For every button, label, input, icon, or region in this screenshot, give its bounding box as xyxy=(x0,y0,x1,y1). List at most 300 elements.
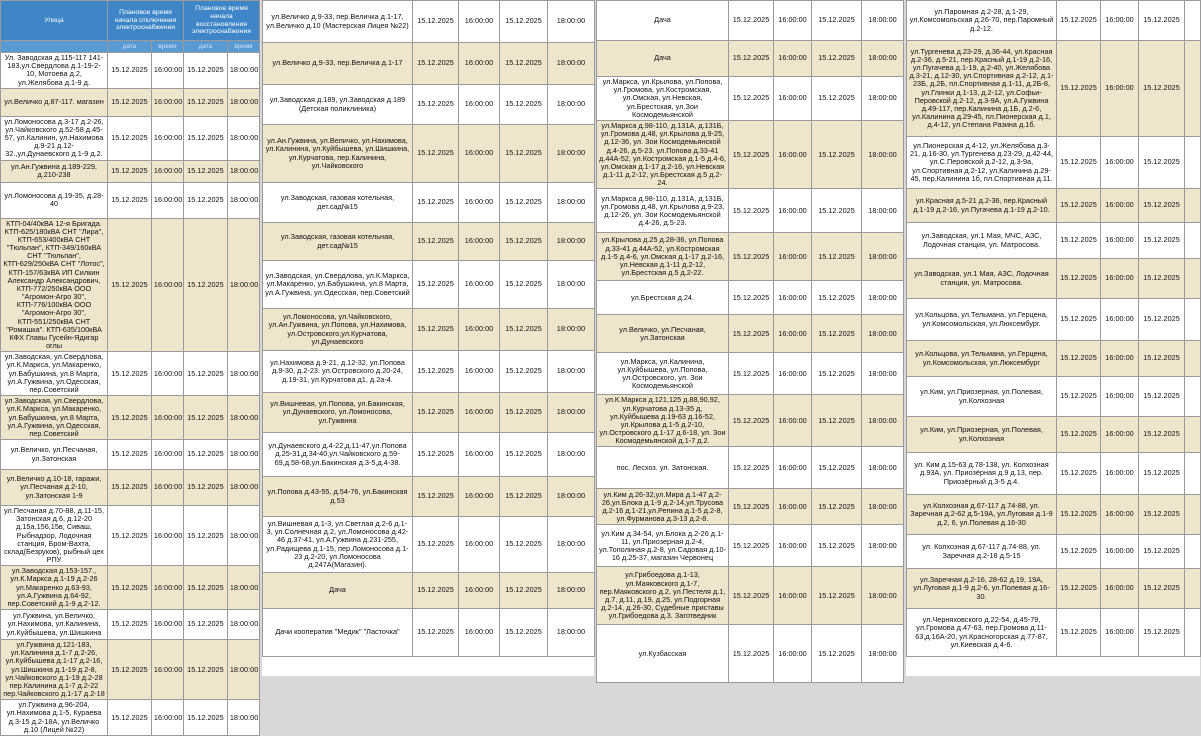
off-time-cell: 16:00:00 xyxy=(459,125,500,183)
off-time-cell: 16:00:00 xyxy=(151,88,183,116)
table-row xyxy=(1,218,260,352)
on-time-cell xyxy=(1185,453,1201,495)
on-date-cell: 15.12.2025 xyxy=(812,121,862,189)
off-date-cell: 15.12.2025 xyxy=(1057,341,1101,377)
off-date-cell: 15.12.2025 xyxy=(1057,569,1101,609)
address-cell: ул.Кузбасская xyxy=(597,625,729,683)
on-date-cell: 15.12.2025 xyxy=(183,700,227,736)
off-time-cell: 16:00:00 xyxy=(774,121,812,189)
on-time-cell xyxy=(1185,259,1201,299)
on-time-cell: 18:00:00 xyxy=(548,183,595,223)
on-date-cell: 15.12.2025 xyxy=(1139,299,1185,341)
off-time-cell: 16:00:00 xyxy=(774,395,812,447)
time-subheader: время xyxy=(151,41,183,53)
off-date-cell: 15.12.2025 xyxy=(1057,259,1101,299)
street-subheader xyxy=(1,41,108,53)
on-time-cell: 18:00:00 xyxy=(548,43,595,85)
on-time-cell: 18:00:00 xyxy=(862,567,904,625)
off-date-cell: 15.12.2025 xyxy=(729,189,774,233)
on-date-cell: 15.12.2025 xyxy=(812,315,862,353)
on-date-cell: 15.12.2025 xyxy=(183,610,227,640)
off-time-cell: 16:00:00 xyxy=(151,352,183,396)
off-time-cell: 16:00:00 xyxy=(151,506,183,566)
table-row xyxy=(907,341,1201,377)
table-row xyxy=(263,517,595,573)
on-date-cell: 15.12.2025 xyxy=(183,440,227,470)
address-cell: ул.Величко д.9-33, пер.Величка д.1-17 xyxy=(263,43,413,85)
on-time-cell: 18:00:00 xyxy=(227,506,259,566)
off-date-cell: 15.12.2025 xyxy=(108,352,152,396)
off-date-cell: 15.12.2025 xyxy=(413,309,459,351)
address-cell: ул.Кольцова, ул.Тельмана, ул.Герцена, ул.Комсомольская, ул.Люксембург xyxy=(907,341,1057,377)
on-date-cell: 15.12.2025 xyxy=(1139,417,1185,453)
on-time-cell: 18:00:00 xyxy=(862,121,904,189)
on-time-cell xyxy=(1185,223,1201,259)
address-cell: ул.Ким, ул.Приозерная, ул.Полевая, ул.Колхозная xyxy=(907,377,1057,417)
on-date-cell: 15.12.2025 xyxy=(812,41,862,77)
address-cell: пос. Лесхоз. ул. Затонская. xyxy=(597,447,729,489)
outage-rows-4 xyxy=(907,1,1201,657)
address-cell: ул.Ан.Гужвина д.189-229, д.210-238 xyxy=(1,160,108,182)
on-date-cell: 15.12.2025 xyxy=(183,506,227,566)
off-date-cell: 15.12.2025 xyxy=(108,566,152,610)
off-time-cell: 16:00:00 xyxy=(1101,137,1139,189)
on-date-cell: 15.12.2025 xyxy=(500,43,548,85)
address-cell: ул.Кольцова, ул.Тельмана, ул.Герцена, ул.Комсомольская, ул.Люксембург. xyxy=(907,299,1057,341)
on-time-cell: 18:00:00 xyxy=(548,477,595,517)
on-time-cell: 18:00:00 xyxy=(862,625,904,683)
off-time-cell: 16:00:00 xyxy=(459,477,500,517)
table-row xyxy=(263,309,595,351)
on-date-cell: 15.12.2025 xyxy=(812,77,862,121)
on-time-cell: 18:00:00 xyxy=(548,517,595,573)
on-date-cell: 15.12.2025 xyxy=(812,525,862,567)
on-date-cell: 15.12.2025 xyxy=(1139,535,1185,569)
table-row xyxy=(597,77,904,121)
off-time-cell: 16:00:00 xyxy=(1101,569,1139,609)
schedule-panel-4 xyxy=(906,0,1200,676)
on-date-cell: 15.12.2025 xyxy=(812,281,862,315)
on-time-cell: 18:00:00 xyxy=(548,573,595,609)
on-time-cell: 18:00:00 xyxy=(227,396,259,440)
table-row xyxy=(1,640,260,700)
schedule-panel-3 xyxy=(596,0,903,676)
on-time-cell: 18:00:00 xyxy=(227,218,259,352)
table-row xyxy=(1,396,260,440)
off-time-header: Плановое время начала отключения электроснабжения xyxy=(108,1,184,41)
on-time-cell xyxy=(1185,535,1201,569)
outage-table-1 xyxy=(0,0,260,736)
address-cell: ул.Заречная д.2-16, 28-62 д.19, 19А, ул.Луговая д.1-9 д.2-6, ул.Полевая д.16-30. xyxy=(907,569,1057,609)
off-date-cell: 15.12.2025 xyxy=(108,53,152,89)
off-date-cell: 15.12.2025 xyxy=(413,517,459,573)
on-date-cell: 15.12.2025 xyxy=(1139,1,1185,41)
off-time-cell: 16:00:00 xyxy=(774,281,812,315)
table-row xyxy=(907,377,1201,417)
off-time-cell: 16:00:00 xyxy=(774,353,812,395)
address-cell: ул.К.Маркса д.121,125 д.88,90,92, ул.Курчатова д.13-35 д, ул.Куйбышева д.19-63 д.16-52, ул.Крылова д.1-5 д.2-10, ул.Островского д.1-17 д.6-18, ул. Зои Космодемьянской д.1-7 д.2. xyxy=(597,395,729,447)
address-cell: ул.Величко д.9-33, пер.Величка д.1-17, ул.Величко д.10 (Мастерская Лицея №22) xyxy=(263,1,413,43)
time-subheader: время xyxy=(227,41,259,53)
table-row xyxy=(907,41,1201,137)
off-time-cell: 16:00:00 xyxy=(1101,299,1139,341)
on-time-cell: 18:00:00 xyxy=(862,447,904,489)
table-row xyxy=(263,393,595,433)
off-time-cell: 16:00:00 xyxy=(151,218,183,352)
off-time-cell: 16:00:00 xyxy=(151,640,183,700)
off-time-cell: 16:00:00 xyxy=(774,77,812,121)
on-time-cell: 18:00:00 xyxy=(548,393,595,433)
on-date-cell: 15.12.2025 xyxy=(812,625,862,683)
table-row xyxy=(1,160,260,182)
schedule-panel-2 xyxy=(262,0,594,676)
off-date-cell: 15.12.2025 xyxy=(1057,377,1101,417)
table-row xyxy=(1,440,260,470)
address-cell: ул.Песчаная д.70-88, д.11-15, Затонская д.6, д.12-20 д.15а,156,15в, Сиваш, Рыбнадзор, Лодочная станция, Бром-Вахта, склад(Безруков), рыбный цех РПУ xyxy=(1,506,108,566)
table-row xyxy=(263,433,595,477)
off-date-cell: 15.12.2025 xyxy=(1057,495,1101,535)
address-cell: ул.Ломоносова д.19-35, д.28-40 xyxy=(1,182,108,218)
address-cell: ул.Ан.Гужвина, ул.Величко, ул.Нахимова, ул.Калинина, ул.Куйбышева, ул.Шишкина, ул.Курчатова, пер.Калинина, ул.Чайковского xyxy=(263,125,413,183)
off-date-cell: 15.12.2025 xyxy=(1057,41,1101,137)
address-cell: ул.Ким, ул.Приозерная, ул.Полевая, ул.Колхозная xyxy=(907,417,1057,453)
table-row xyxy=(907,137,1201,189)
table-row xyxy=(597,625,904,683)
on-date-cell: 15.12.2025 xyxy=(1139,377,1185,417)
address-cell: ул.Нахимова д.9-21, д.12-32, ул.Попова д.9-30, д.2-23. ул.Островского д.20-24, д.19-31, ул.Курчатова д1, д.2а-4. xyxy=(263,351,413,393)
table-row xyxy=(263,85,595,125)
on-date-cell: 15.12.2025 xyxy=(812,447,862,489)
off-time-cell: 16:00:00 xyxy=(151,160,183,182)
on-time-cell: 18:00:00 xyxy=(548,433,595,477)
table-row xyxy=(263,43,595,85)
table-row xyxy=(263,125,595,183)
on-date-cell: 15.12.2025 xyxy=(500,261,548,309)
table-row xyxy=(597,189,904,233)
off-date-cell: 15.12.2025 xyxy=(729,353,774,395)
on-time-cell xyxy=(1185,569,1201,609)
on-time-cell: 18:00:00 xyxy=(227,53,259,89)
off-date-cell: 15.12.2025 xyxy=(1057,417,1101,453)
table-row xyxy=(597,525,904,567)
address-cell: ул.Паромная д.2-28, д.1-29, ул.Комсомольская д.26-70, пер.Паромный д.2-12. xyxy=(907,1,1057,41)
on-date-cell: 15.12.2025 xyxy=(812,233,862,281)
table-row xyxy=(263,1,595,43)
off-date-cell: 15.12.2025 xyxy=(1057,299,1101,341)
table-row xyxy=(263,261,595,309)
address-cell: ул. Ким д.15-63 д.78-138, ул. Колхозная д.93А, ул. Приозёрная д.9 д.13, пер. Приозёрный д.3-5 д.4. xyxy=(907,453,1057,495)
table-row xyxy=(1,506,260,566)
off-date-cell: 15.12.2025 xyxy=(729,121,774,189)
on-date-cell: 15.12.2025 xyxy=(500,477,548,517)
off-time-cell: 16:00:00 xyxy=(774,189,812,233)
on-date-cell: 15.12.2025 xyxy=(812,353,862,395)
off-time-cell: 16:00:00 xyxy=(459,573,500,609)
address-cell: КТП-04/40кВА 12-я Бригада. КТП-625/180кВА СНТ "Лира", КТП-653/400кВА СНТ "Тюльпан", КТП-349/160кВА СНТ "Тюльпан", КТП-629/250кВА СНТ "Лотос", КТП-157/63кВА ИП Силкин Александр Александрович, КТП-772/250кВА ООО "Агромон-Агро 30", КТП-776/100кВА ООО "Агромон-Агро 30", КТП-551/250кВА СНТ "Ромашка". КТП-635/100кВА КФХ Главы Гусейн-Ядигар оглы xyxy=(1,218,108,352)
on-date-cell: 15.12.2025 xyxy=(500,573,548,609)
table-row xyxy=(597,121,904,189)
off-time-cell: 16:00:00 xyxy=(151,116,183,160)
on-time-cell: 18:00:00 xyxy=(227,88,259,116)
date-subheader: дата xyxy=(108,41,152,53)
on-date-cell: 15.12.2025 xyxy=(183,640,227,700)
on-date-cell: 15.12.2025 xyxy=(1139,453,1185,495)
off-date-cell: 15.12.2025 xyxy=(108,116,152,160)
table-row xyxy=(1,53,260,89)
on-date-cell: 15.12.2025 xyxy=(183,396,227,440)
off-time-cell: 16:00:00 xyxy=(774,567,812,625)
off-time-cell: 16:00:00 xyxy=(1101,609,1139,657)
address-cell: ул.Заводская, ул.Свердлова, ул.К.Маркса, ул.Макаренко, ул.Бабушкина, ул.8 Марта, ул.А.Гужвина, ул.Одесская, пер.Советский xyxy=(1,352,108,396)
address-cell: ул.Грибоедова д.1-13, ул.Маяковского д.1-7, пер.Маяковского д.2, ул.Пестеля д.1, д.7, д.11, д.19, д.25, ул.Подгорная д.2-14, д.26-30, Судебные приставы ул.Грибоедова д.3. Заготведник xyxy=(597,567,729,625)
off-date-cell: 15.12.2025 xyxy=(413,85,459,125)
on-date-cell: 15.12.2025 xyxy=(500,183,548,223)
address-cell: ул.Заводская д.189, ул.Заводская д.189 (Детская поликлиника) xyxy=(263,85,413,125)
date-subheader: дата xyxy=(183,41,227,53)
off-time-cell: 16:00:00 xyxy=(151,396,183,440)
on-time-cell: 18:00:00 xyxy=(227,160,259,182)
table-row xyxy=(907,1,1201,41)
off-date-cell: 15.12.2025 xyxy=(108,88,152,116)
off-time-cell: 16:00:00 xyxy=(459,309,500,351)
on-time-cell: 18:00:00 xyxy=(227,640,259,700)
address-cell: ул.Величко д.10-18, гаражи, ул.Песчаная д.2-10, ул.Затонская 1-9 xyxy=(1,470,108,506)
off-date-cell: 15.12.2025 xyxy=(413,125,459,183)
off-time-cell: 16:00:00 xyxy=(151,610,183,640)
off-time-cell: 16:00:00 xyxy=(459,351,500,393)
on-date-cell: 15.12.2025 xyxy=(812,489,862,525)
off-date-cell: 15.12.2025 xyxy=(1057,1,1101,41)
off-date-cell: 15.12.2025 xyxy=(413,351,459,393)
address-cell: ул.Ким д.34-54, ул.Блока д.2-26 д.1-11, ул.Приозерная д.2-4, ул.Тополиная д.2-8, ул.Садовая д.10-16 д.25-37, магазин Червонец xyxy=(597,525,729,567)
on-time-cell: 18:00:00 xyxy=(862,77,904,121)
on-time-cell xyxy=(1185,299,1201,341)
on-date-cell: 15.12.2025 xyxy=(1139,609,1185,657)
off-date-cell: 15.12.2025 xyxy=(413,477,459,517)
on-time-cell: 18:00:00 xyxy=(227,182,259,218)
on-date-cell: 15.12.2025 xyxy=(500,223,548,261)
table-row xyxy=(1,470,260,506)
off-time-cell: 16:00:00 xyxy=(459,433,500,477)
outage-rows-3 xyxy=(597,1,904,683)
address-cell: ул.Заводская, ул.1 Мая, МЧС, АЗС, Лодочная станция, ул. Матросова. xyxy=(907,223,1057,259)
off-date-cell: 15.12.2025 xyxy=(108,506,152,566)
off-time-cell: 16:00:00 xyxy=(1101,417,1139,453)
off-date-cell: 15.12.2025 xyxy=(413,1,459,43)
on-date-cell: 15.12.2025 xyxy=(500,351,548,393)
on-date-cell: 15.12.2025 xyxy=(1139,341,1185,377)
on-date-cell: 15.12.2025 xyxy=(1139,41,1185,137)
off-time-cell: 16:00:00 xyxy=(1101,41,1139,137)
address-cell: ул. Колхозная д.67-117 д.74-88, ул. Заречная д.2-18 д.5-15 xyxy=(907,535,1057,569)
address-cell: ул.Заводская, ул.1 Мая, АЗС, Лодочная станция, ул. Матросова. xyxy=(907,259,1057,299)
off-date-cell: 15.12.2025 xyxy=(108,182,152,218)
on-date-cell: 15.12.2025 xyxy=(183,116,227,160)
on-date-cell: 15.12.2025 xyxy=(812,567,862,625)
on-time-cell: 18:00:00 xyxy=(862,489,904,525)
off-time-cell: 16:00:00 xyxy=(774,233,812,281)
on-date-cell: 15.12.2025 xyxy=(183,566,227,610)
on-date-cell: 15.12.2025 xyxy=(183,160,227,182)
off-date-cell: 15.12.2025 xyxy=(108,700,152,736)
table-row xyxy=(907,299,1201,341)
on-date-cell: 15.12.2025 xyxy=(500,125,548,183)
off-time-cell: 16:00:00 xyxy=(151,53,183,89)
off-time-cell: 16:00:00 xyxy=(1101,223,1139,259)
off-date-cell: 15.12.2025 xyxy=(729,525,774,567)
off-time-cell: 16:00:00 xyxy=(774,625,812,683)
off-date-cell: 15.12.2025 xyxy=(108,218,152,352)
address-cell: ул.Маркса д.98-110, д.131А, д.131Б, ул.Громова д.48, ул.Крылова д.9-25, д.12-36, ул. Зои Космодемьянской д.4-26, д.5-23. ул.Попова д.33-41 д.44А-52, ул.Костромская д.1-5 д.4-6, ул.Омская д.1-17 д.2-16, ул.Невская д.1-11 д.2-12, ул.Брестская д.5 д.2-24. xyxy=(597,121,729,189)
outage-rows-2 xyxy=(263,1,595,657)
off-date-cell: 15.12.2025 xyxy=(413,393,459,433)
off-date-cell: 15.12.2025 xyxy=(729,41,774,77)
on-time-cell xyxy=(1185,189,1201,223)
address-cell: ул.Гужвина д.96-204, ул.Нахимова д.1-5, Кураева д.3-15 д.2-18А, ул.Величко д.10 (Лицей №22) xyxy=(1,700,108,736)
table-row xyxy=(907,609,1201,657)
on-date-cell: 15.12.2025 xyxy=(500,393,548,433)
off-date-cell: 15.12.2025 xyxy=(413,223,459,261)
on-time-cell xyxy=(1185,41,1201,137)
off-time-cell: 16:00:00 xyxy=(459,43,500,85)
table-row xyxy=(597,567,904,625)
table-row xyxy=(907,453,1201,495)
address-cell: Дачи кооператив "Медик" "Ласточка" xyxy=(263,609,413,657)
on-time-cell: 18:00:00 xyxy=(548,351,595,393)
off-time-cell: 16:00:00 xyxy=(774,525,812,567)
on-time-cell xyxy=(1185,377,1201,417)
on-time-cell: 18:00:00 xyxy=(227,470,259,506)
address-cell: ул.Вишневая, ул.Попова, ул.Бакинская, ул.Дунаевского, ул.Ломоносова, ул.Гужвина xyxy=(263,393,413,433)
address-cell: ул.Дунаевского д.4-22,д.11-47,ул.Попова д.25-31,д.34-40,ул.Чайковского д.59-69,д.58-68,ул.Бакинская д.3-5,д.4-38. xyxy=(263,433,413,477)
off-time-cell: 16:00:00 xyxy=(1101,341,1139,377)
address-cell: ул.Величко, ул.Песчаная, ул.Затонская xyxy=(1,440,108,470)
table-row xyxy=(263,223,595,261)
off-date-cell: 15.12.2025 xyxy=(729,625,774,683)
on-time-cell xyxy=(1185,495,1201,535)
address-cell: ул.Заводская, ул.Свердлова, ул.К.Маркса, ул.Макаренко, ул.Бабушкина, ул.8 Марта, ул.А.Гужвина, ул.Одесская, пер.Советский xyxy=(1,396,108,440)
outage-table-4 xyxy=(906,0,1201,657)
off-date-cell: 15.12.2025 xyxy=(1057,223,1101,259)
off-date-cell: 15.12.2025 xyxy=(1057,189,1101,223)
off-date-cell: 15.12.2025 xyxy=(413,573,459,609)
off-date-cell: 15.12.2025 xyxy=(729,281,774,315)
off-time-cell: 16:00:00 xyxy=(1101,1,1139,41)
on-time-cell: 18:00:00 xyxy=(862,315,904,353)
address-cell: ул.Величко, ул.Песчаная, ул.Затонская xyxy=(597,315,729,353)
address-cell: ул.Заводская, газовая котельная, дет.сад№15 xyxy=(263,223,413,261)
table-row xyxy=(263,183,595,223)
on-time-header: Плановое время начала восстановления электроснабжения xyxy=(183,1,259,41)
off-time-cell: 16:00:00 xyxy=(1101,535,1139,569)
address-cell: ул.Брестская д.24. xyxy=(597,281,729,315)
on-date-cell: 15.12.2025 xyxy=(183,53,227,89)
address-cell: ул.Крылова д.25 д.28-36, ул.Попова д.33-41 д.44А-52, ул.Костромская д.1-5 д.4-6, ул.Омская д.1-17 д.2-16, ул.Невская д.1-11 д.2-12, ул.Брестская д.5 д.2-22. xyxy=(597,233,729,281)
off-time-cell: 16:00:00 xyxy=(459,261,500,309)
address-cell: ул.Величко д.87-117. магазин xyxy=(1,88,108,116)
address-cell: ул.Красная д.5-21 д.2-36, пер.Красный д.1-19 д.2-16, ул.Пугачева д.1-19 д.2-10. xyxy=(907,189,1057,223)
off-time-cell: 16:00:00 xyxy=(774,41,812,77)
off-time-cell: 16:00:00 xyxy=(151,440,183,470)
address-cell: ул.Гужвина д.121-183, ул.Калинина д.1-7 д.2-26, ул.Куйбышева д.1-17 д.2-16, ул.Шишкина д.1-19 д.2-8, ул.Чайковского д.1-19 д.2-28 пер.Калинина д.1-7 д.2-22 пер.Чайковского д.1-17 д.2-18 xyxy=(1,640,108,700)
off-date-cell: 15.12.2025 xyxy=(1057,535,1101,569)
off-time-cell: 16:00:00 xyxy=(151,470,183,506)
table-row xyxy=(597,353,904,395)
off-time-cell: 16:00:00 xyxy=(151,566,183,610)
on-time-cell: 18:00:00 xyxy=(227,116,259,160)
on-date-cell: 15.12.2025 xyxy=(500,433,548,477)
table-row xyxy=(907,535,1201,569)
off-time-cell: 16:00:00 xyxy=(459,223,500,261)
on-date-cell: 15.12.2025 xyxy=(1139,223,1185,259)
off-time-cell: 16:00:00 xyxy=(459,1,500,43)
on-date-cell: 15.12.2025 xyxy=(500,85,548,125)
on-time-cell: 18:00:00 xyxy=(548,125,595,183)
off-time-cell: 16:00:00 xyxy=(1101,259,1139,299)
on-date-cell: 15.12.2025 xyxy=(500,309,548,351)
table-row xyxy=(907,189,1201,223)
address-cell: ул.Тургенева д.23-29, д.36-44, ул.Красная д.2-36, д.5-21, пер.Красный д.1-19 д.2-16, ул.Пугачева д.1-19, д.2-40, ул.Желябова д.3-21, д.12-30, ул.Спортивная д.2-12, д.1-23Б, д.2Б, пл.Спортивная д.1-11, д.2Б-8, ул.Глинки д.1-13, д.2-12, ул.Софьи-Перовской д.2-12, д.3-9А, ул.А.Гужвина д.49-117, пер.Калинина д.1Б, д.2-6, ул.Калинина д.29-45, пл.Пионерская д.1, д.4-12, ул.Степана Разина д.1б. xyxy=(907,41,1057,137)
table-row xyxy=(1,610,260,640)
table-row xyxy=(1,700,260,736)
off-time-cell: 16:00:00 xyxy=(151,182,183,218)
on-time-cell: 18:00:00 xyxy=(227,610,259,640)
on-time-cell: 18:00:00 xyxy=(548,85,595,125)
table-row xyxy=(263,609,595,657)
address-cell: ул.Маркса д.98-110, д.131А, д.131Б, ул.Громова д.48, ул.Крылова д.9-23, д.12-26, ул. Зои Космодемьянской д.4-26, д.5-23. xyxy=(597,189,729,233)
table-row xyxy=(597,315,904,353)
off-date-cell: 15.12.2025 xyxy=(108,470,152,506)
address-cell: ул.Заводская д.153-157., ул.К.Маркса д.1-19 д.2-26 ул.Макаренко д.63-93, ул.А.Гужвина д.64-92, пер.Советский д.1-9 д.2-12. xyxy=(1,566,108,610)
table-row xyxy=(263,573,595,609)
off-time-cell: 16:00:00 xyxy=(774,1,812,41)
table-row xyxy=(907,259,1201,299)
on-time-cell: 18:00:00 xyxy=(862,281,904,315)
on-time-cell xyxy=(1185,417,1201,453)
off-date-cell: 15.12.2025 xyxy=(1057,453,1101,495)
on-time-cell: 18:00:00 xyxy=(548,261,595,309)
table-row xyxy=(1,88,260,116)
off-date-cell: 15.12.2025 xyxy=(729,447,774,489)
on-time-cell xyxy=(1185,137,1201,189)
outage-rows-1 xyxy=(1,53,260,736)
table-row xyxy=(597,41,904,77)
off-date-cell: 15.12.2025 xyxy=(1057,609,1101,657)
on-date-cell: 15.12.2025 xyxy=(183,352,227,396)
off-date-cell: 15.12.2025 xyxy=(1057,137,1101,189)
on-date-cell: 15.12.2025 xyxy=(500,1,548,43)
off-time-cell: 16:00:00 xyxy=(459,183,500,223)
on-time-cell: 18:00:00 xyxy=(227,352,259,396)
on-date-cell: 15.12.2025 xyxy=(1139,189,1185,223)
address-cell: ул.Пионерская д.4-12, ул.Желябова д.3-21, д.16-30, ул.Тургенева д.23-29, д.42-44, ул.С.Перовской д.2-12, д.3-9а, ул.Спортивная д.2-12, ул.Калинина д.29-45, пер.Калинина 1б, пл.Спортивная д.11. xyxy=(907,137,1057,189)
table-row xyxy=(1,352,260,396)
off-time-cell: 16:00:00 xyxy=(459,609,500,657)
on-date-cell: 15.12.2025 xyxy=(500,517,548,573)
on-date-cell: 15.12.2025 xyxy=(812,395,862,447)
outage-table-2 xyxy=(262,0,595,657)
on-date-cell: 15.12.2025 xyxy=(500,609,548,657)
off-time-cell: 16:00:00 xyxy=(459,517,500,573)
address-cell: ул.Ким д.26-32,ул.Мира д.1-47 д.2-26,ул.Блока д.1-9 д.2-14,ул.Трусова д.2-16 д.1-21,ул.Репина д.1-5 д.2-8, ул.Фурманова д.3-13 д.2-8. xyxy=(597,489,729,525)
off-time-cell: 16:00:00 xyxy=(459,393,500,433)
address-cell: ул.Ломоносова д.3-17 д.2-26, ул.Чайковского д.52-58 д.45-57, ул.Калинин, ул.Нахимова д.9-21 д.12-32.,ул.Дунаевского д.1-9 д.2. xyxy=(1,116,108,160)
on-time-cell: 18:00:00 xyxy=(548,223,595,261)
off-date-cell: 15.12.2025 xyxy=(108,396,152,440)
off-time-cell: 16:00:00 xyxy=(774,315,812,353)
on-date-cell: 15.12.2025 xyxy=(183,470,227,506)
table-row xyxy=(597,281,904,315)
